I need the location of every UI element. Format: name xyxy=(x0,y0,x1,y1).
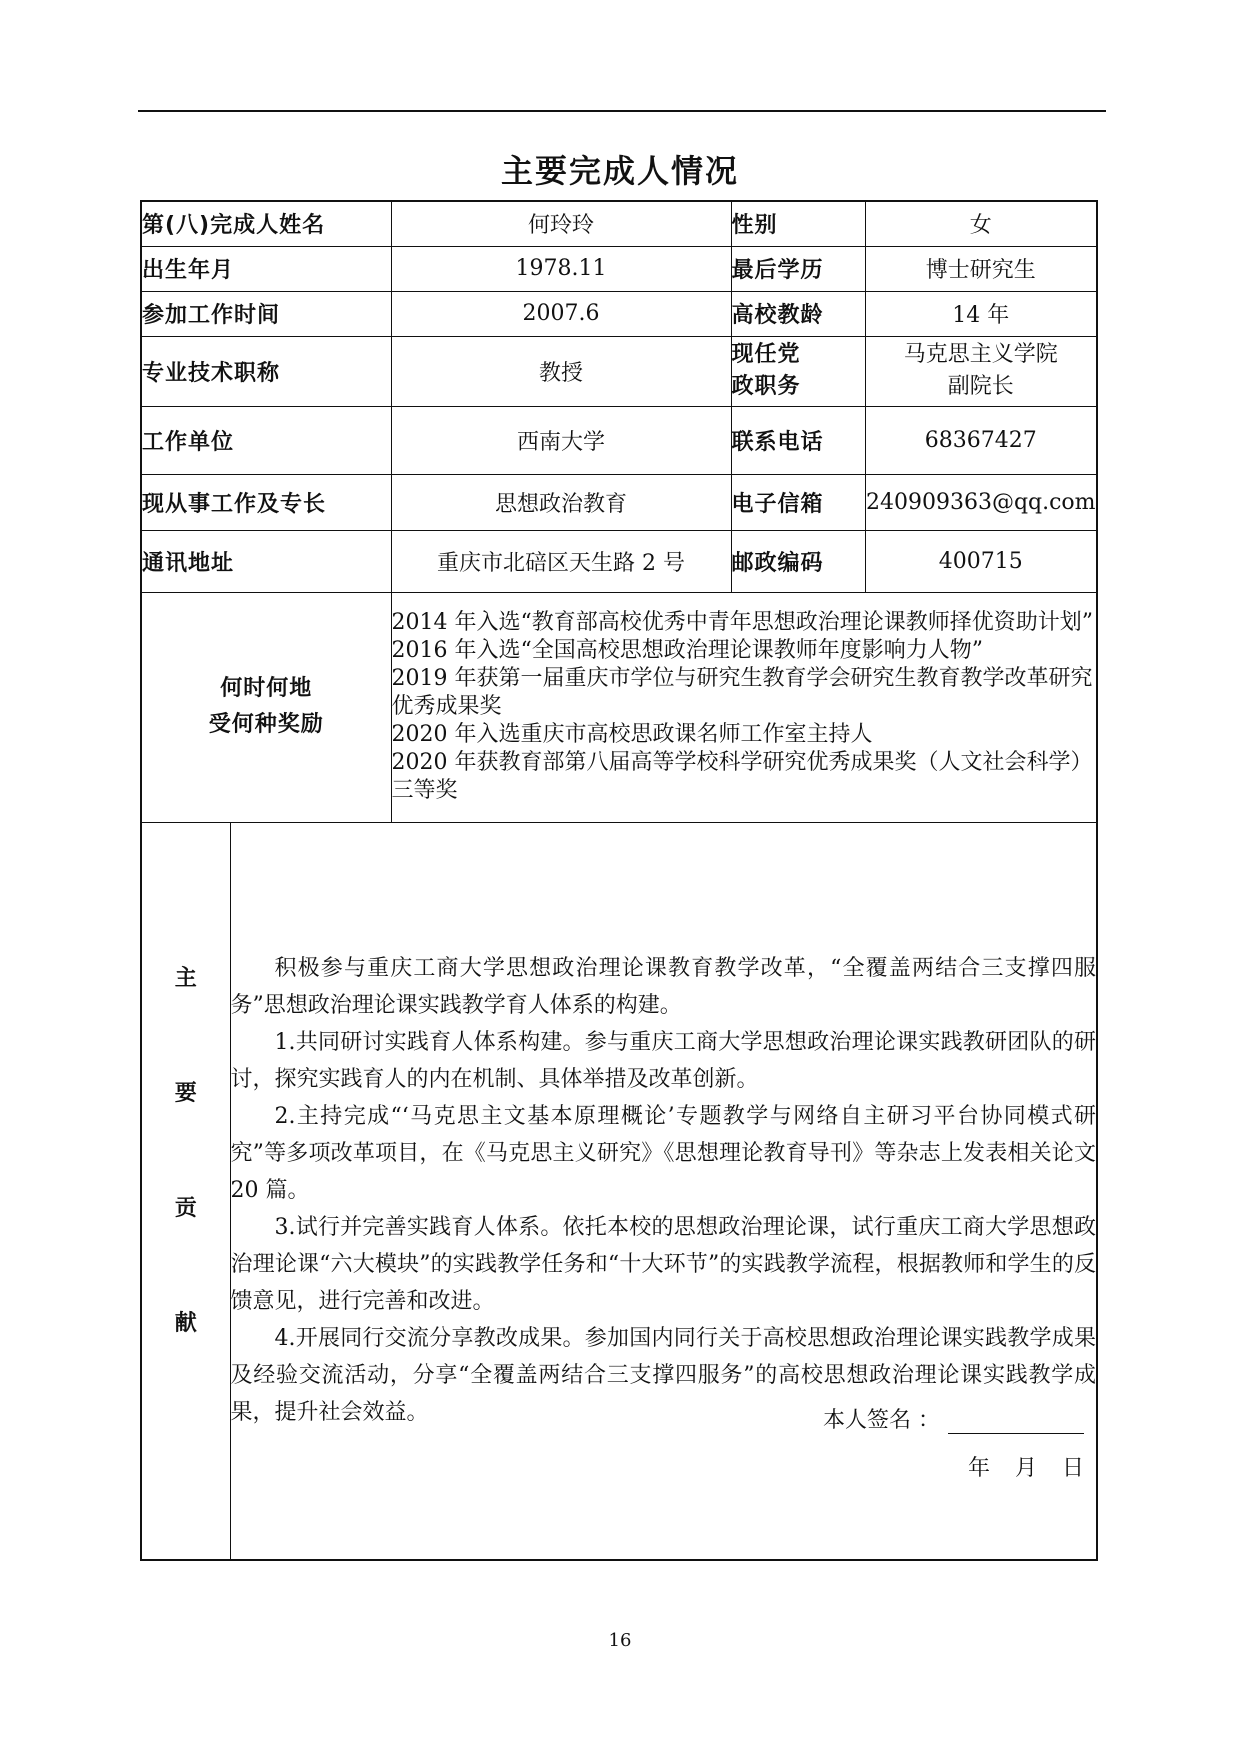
contribution-body xyxy=(230,823,1096,1559)
email-value: 240909363@qq.com xyxy=(865,474,1097,530)
table-row xyxy=(141,822,1097,1560)
position-value-line: 副院长 xyxy=(947,374,1014,399)
employer-value: 西南大学 xyxy=(391,406,731,474)
awards-label xyxy=(141,592,391,822)
contribution-paragraph: 1.共同研讨实践育人体系构建。参与重庆工商大学思想政治理论课实践教研团队的研讨，探究实践育人的内在机制、具体举措及改革创新。 xyxy=(230,1030,1096,1092)
phone-label: 联系电话 xyxy=(731,406,865,474)
signature-line[interactable] xyxy=(948,1407,1084,1434)
award-item: 2020 年获教育部第八届高等学校科学研究优秀成果奖（人文社会科学）三等奖 xyxy=(391,750,1093,803)
table-row xyxy=(141,201,1097,246)
position-label xyxy=(731,336,865,406)
table-row xyxy=(142,823,1096,1559)
contribution-label-char: 献 xyxy=(174,1310,197,1336)
work-start-value: 2007.6 xyxy=(391,291,731,336)
date-label: 年 月 日 xyxy=(968,1455,1084,1481)
phone-value: 68367427 xyxy=(865,406,1097,474)
awards-label-line: 受何种奖励 xyxy=(208,712,324,737)
name-label: 第(八)完成人姓名 xyxy=(141,201,391,246)
education-value: 博士研究生 xyxy=(865,246,1097,291)
award-item: 2020 年入选重庆市高校思政课名师工作室主持人 xyxy=(391,722,873,747)
birth-value: 1978.11 xyxy=(391,246,731,291)
specialty-label: 现从事工作及专长 xyxy=(141,474,391,530)
table-row xyxy=(141,246,1097,291)
award-item: 2014 年入选“教育部高校优秀中青年思想政治理论课教师择优资助计划” xyxy=(391,610,1093,635)
contribution-label-char: 要 xyxy=(174,1080,197,1106)
address-label: 通讯地址 xyxy=(141,530,391,592)
contribution-paragraph: 积极参与重庆工商大学思想政治理论课教育教学改革，“全覆盖两结合三支撑四服务”思想政治理论课实践教学育人体系的构建。 xyxy=(230,956,1096,1018)
education-label: 最后学历 xyxy=(731,246,865,291)
specialty-value: 思想政治教育 xyxy=(391,474,731,530)
name-value: 何玲玲 xyxy=(391,201,731,246)
birth-label: 出生年月 xyxy=(141,246,391,291)
teaching-years-label: 高校教龄 xyxy=(731,291,865,336)
teaching-years-value: 14 年 xyxy=(865,291,1097,336)
page-number: 16 xyxy=(608,1630,632,1651)
contribution-label-char: 主 xyxy=(174,965,197,991)
title-label: 专业技术职称 xyxy=(141,336,391,406)
position-label-line: 现任党 xyxy=(731,342,801,367)
contribution-paragraph: 4.开展同行交流分享教改成果。参加国内同行关于高校思想政治理论课实践教学成果及经验交流活动，分享“全覆盖两结合三支撑四服务”的高校思想政治理论课实践教学成果，提升社会效益。 xyxy=(230,1326,1096,1425)
signature-label: 本人签名 ： xyxy=(823,1407,940,1433)
email-label: 电子信箱 xyxy=(731,474,865,530)
position-value-line: 马克思主义学院 xyxy=(903,342,1058,367)
award-item: 2016 年入选“全国高校思想政治理论课教师年度影响力人物” xyxy=(391,638,983,663)
signature-row xyxy=(823,1403,1084,1434)
gender-value: 女 xyxy=(865,201,1097,246)
address-value: 重庆市北碚区天生路 2 号 xyxy=(391,530,731,592)
header-rule xyxy=(138,110,1106,112)
contribution-label xyxy=(142,823,230,1559)
postcode-label: 邮政编码 xyxy=(731,530,865,592)
contribution-table xyxy=(142,823,1096,1559)
table-row xyxy=(141,530,1097,592)
table-row xyxy=(141,474,1097,530)
page-title: 主要完成人情况 xyxy=(500,152,739,190)
gender-label: 性别 xyxy=(731,201,865,246)
contribution-label-char: 贡 xyxy=(174,1195,197,1221)
contribution-paragraph: 2.主持完成“‘马克思主文基本原理概论’专题教学与网络自主研习平台协同模式研究”等多项改革项目，在《马克思主义研究》《思想理论教育导刊》等杂志上发表相关论文 20 篇。 xyxy=(230,1104,1096,1203)
contribution-section xyxy=(141,822,1097,1560)
work-start-label: 参加工作时间 xyxy=(141,291,391,336)
completer-info-table xyxy=(140,200,1098,1561)
title-value: 教授 xyxy=(391,336,731,406)
table-row xyxy=(141,336,1097,406)
position-label-line: 政职务 xyxy=(731,374,801,399)
postcode-value: 400715 xyxy=(865,530,1097,592)
table-row xyxy=(141,291,1097,336)
table-row xyxy=(141,592,1097,822)
awards-label-line: 何时何地 xyxy=(220,676,313,701)
award-item: 2019 年获第一届重庆市学位与研究生教育学会研究生教育教学改革研究优秀成果奖 xyxy=(391,666,1093,719)
table-row xyxy=(141,406,1097,474)
position-value xyxy=(865,336,1097,406)
employer-label: 工作单位 xyxy=(141,406,391,474)
contribution-paragraph: 3.试行并完善实践育人体系。依托本校的思想政治理论课，试行重庆工商大学思想政治理论课“六大模块”的实践教学任务和“十大环节”的实践教学流程，根据教师和学生的反馈意见，进行完善和改进。 xyxy=(230,1215,1096,1314)
awards-list xyxy=(391,592,1097,822)
